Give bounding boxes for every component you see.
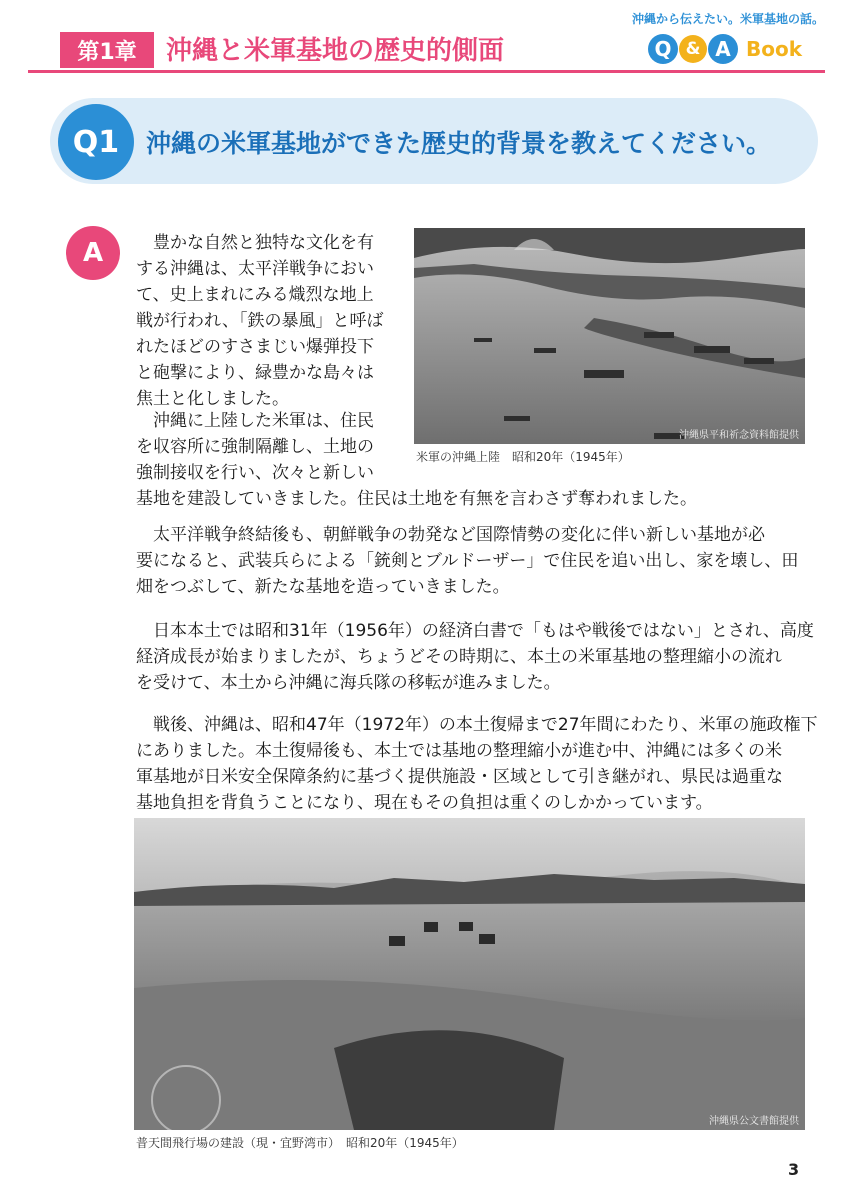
text-line: 焦土と化しました。 [136, 389, 289, 409]
brand-a: A [708, 34, 738, 64]
text-line: 経済成長が始まりましたが、ちょうどその時期に、本土の米軍基地の整理縮小の流れ [136, 647, 782, 667]
text-line: て、史上まれにみる熾烈な地上 [136, 285, 374, 305]
brand-amp: & [679, 35, 707, 63]
chapter-title: 沖縄と米軍基地の歴史的側面 [166, 36, 505, 66]
text-line: する沖縄は、太平洋戦争におい [136, 259, 374, 279]
answer-paragraph-4 [136, 618, 814, 696]
chapter-badge: 第1章 [60, 32, 154, 68]
answer-label: A [66, 226, 120, 280]
text-line: を収容所に強制隔離し、土地の [136, 437, 374, 457]
answer-paragraph-3 [136, 522, 798, 600]
landing-photo-credit: 沖縄県平和祈念資料館提供 [679, 430, 799, 441]
text-line: と砲撃により、緑豊かな島々は [136, 363, 374, 383]
text-line: 基地負担を背負うことになり、現在もその負担は重くのしかかっています。 [136, 793, 713, 813]
answer-paragraph-5 [136, 712, 818, 816]
answer-paragraph-1 [136, 230, 384, 412]
qa-book-logo [648, 32, 802, 66]
airfield-photo [134, 818, 805, 1130]
text-line: 日本本土では昭和31年（1956年）の経済白書で「もはや戦後ではない」とされ、高度 [153, 621, 814, 641]
text-line: 軍基地が日米安全保障条約に基づく提供施設・区域として引き継がれ、県民は過重な [136, 767, 784, 787]
landing-photo-caption: 米軍の沖縄上陸 昭和20年（1945年） [416, 450, 630, 464]
header-divider [28, 70, 825, 73]
text-line: 畑をつぶして、新たな基地を造っていきました。 [136, 577, 510, 597]
brand-logo [628, 10, 828, 70]
text-line: れたほどのすさまじい爆弾投下 [136, 337, 374, 357]
airfield-photo-caption: 普天間飛行場の建設（現・宜野湾市） 昭和20年（1945年） [136, 1136, 464, 1150]
brand-book: Book [746, 37, 803, 61]
text-line: 沖縄に上陸した米軍は、住民 [153, 411, 374, 431]
text-line: 豊かな自然と独特な文化を有 [153, 233, 374, 253]
landing-photo [414, 228, 805, 444]
airfield-photo-credit: 沖縄県公文書館提供 [709, 1116, 799, 1127]
brand-q: Q [648, 34, 678, 64]
page-number: 3 [788, 1160, 800, 1179]
brand-tagline: 沖縄から伝えたい。米軍基地の話。 [631, 12, 824, 26]
text-line: 強制接収を行い、次々と新しい [136, 463, 374, 483]
landing-photo-image [414, 228, 805, 444]
text-line: 戦が行われ、「鉄の暴風」と呼ば [136, 311, 384, 331]
question-text: 沖縄の米軍基地ができた歴史的背景を教えてください。 [146, 129, 772, 158]
question-label: Q1 [58, 104, 134, 180]
text-line: にありました。本土復帰後も、本土では基地の整理縮小が進む中、沖縄には多くの米 [136, 741, 782, 761]
text-line: 戦後、沖縄は、昭和47年（1972年）の本土復帰まで27年間にわたり、米軍の施政権下 [153, 715, 818, 735]
text-line: 太平洋戦争終結後も、朝鮮戦争の勃発など国際情勢の変化に伴い新しい基地が必 [153, 525, 765, 545]
text-line: を受けて、本土から沖縄に海兵隊の移転が進みました。 [136, 673, 561, 693]
text-line: 基地を建設していきました。住民は土地を有無を言わさず奪われました。 [136, 489, 697, 509]
text-line: 要になると、武装兵らによる「銃剣とブルドーザー」で住民を追い出し、家を壊し、田 [136, 551, 799, 571]
airfield-photo-image [134, 818, 805, 1130]
